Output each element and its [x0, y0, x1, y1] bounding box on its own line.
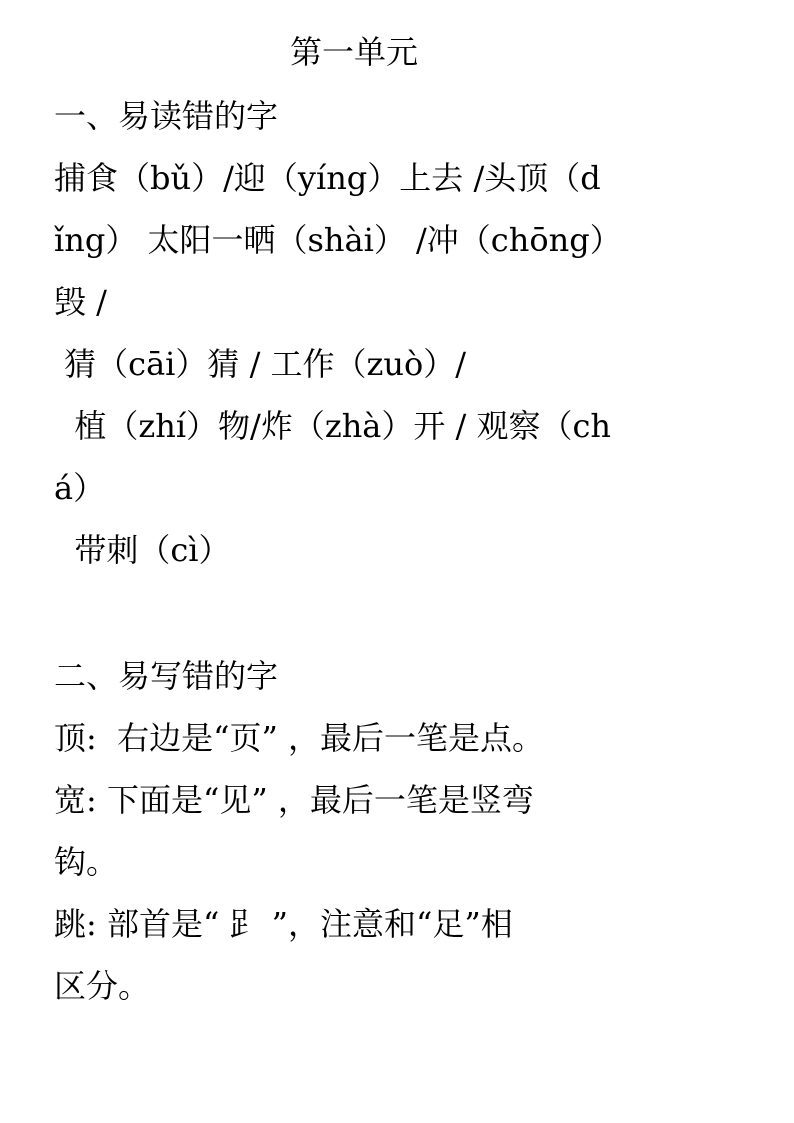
text-line: 宽: 下面是“见” ，最后一笔是竖弯	[54, 781, 534, 819]
text-line: 跳: 部首是“ 𧾷 ”，注意和“足”相	[54, 905, 513, 943]
text-line: á）	[54, 469, 106, 507]
text-line: 捕食（bǔ）/迎（yíng）上去 /头顶（d	[54, 159, 601, 197]
text-line: 带刺（cì）	[54, 531, 231, 569]
text-line: 毁 /	[54, 283, 107, 321]
section-heading-misread: 一、易读错的字	[54, 97, 279, 135]
text-line: 猜（cāi）猜 / 工作（zuò）/	[54, 345, 467, 383]
text-line: ǐng） 太阳一晒（shài） /冲（chōng）	[54, 221, 622, 259]
page-title: 第一单元	[290, 33, 419, 71]
section-heading-miswritten: 二、易写错的字	[54, 657, 279, 695]
text-line: 区分。	[54, 967, 151, 1005]
text-line: 植（zhí）物/炸（zhà）开 / 观察（ch	[54, 407, 612, 445]
text-line: 钩。	[54, 843, 119, 881]
text-line: 顶: 右边是“页” ，最后一笔是点。	[54, 719, 545, 757]
